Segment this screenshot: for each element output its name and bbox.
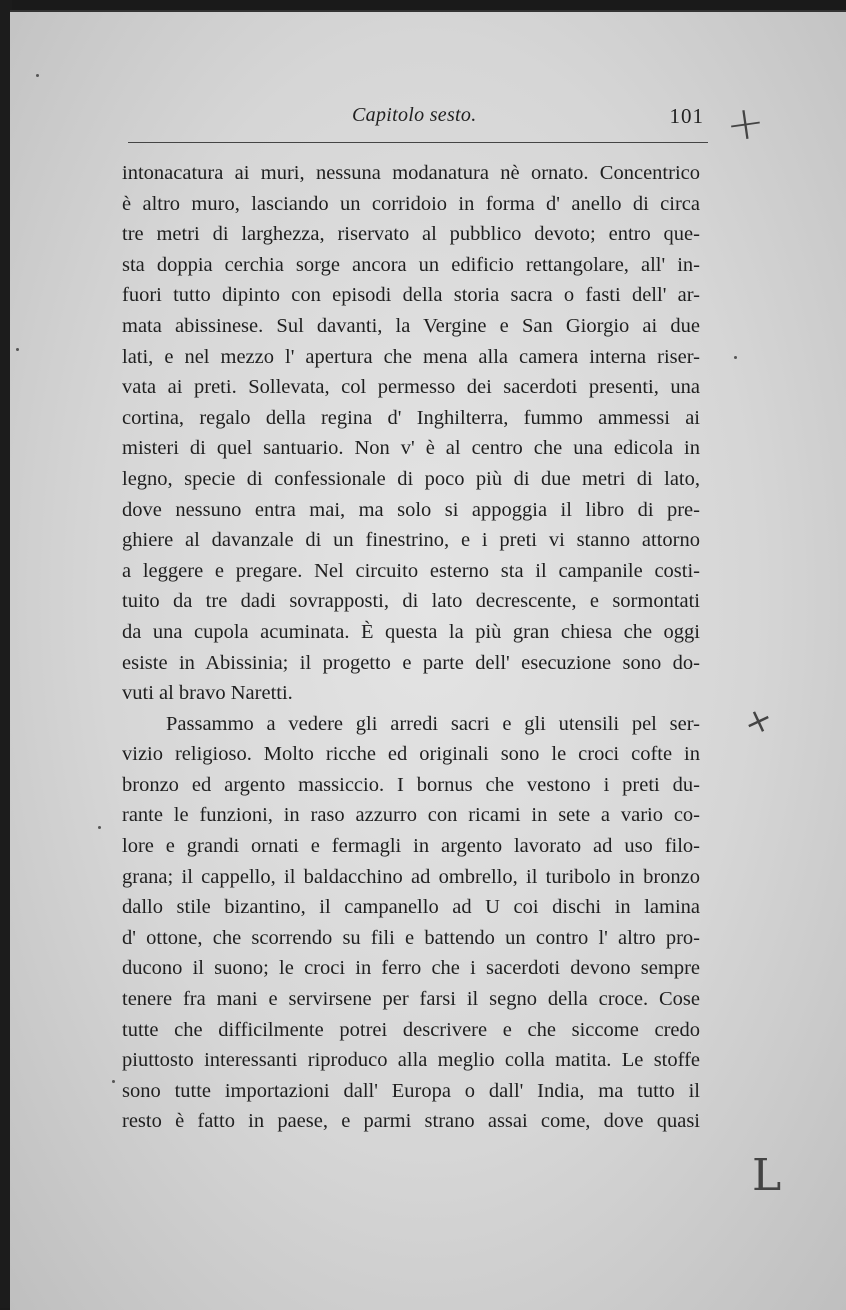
text-line: bronzo ed argento massiccio. I bornus che vestono i preti du- bbox=[122, 773, 700, 796]
speck bbox=[734, 356, 737, 359]
text-line: dove nessuno entra mai, ma solo si appoggia il libro di pre- bbox=[122, 498, 700, 521]
text-line: vuti al bravo Naretti. bbox=[122, 682, 293, 705]
text-line: a leggere e pregare. Nel circuito esterno sta il campanile costi- bbox=[122, 559, 700, 582]
text-line: tre metri di larghezza, riservato al pubblico devoto; entro que- bbox=[122, 223, 700, 246]
text-line: dallo stile bizantino, il campanello ad U coi dischi in lamina bbox=[122, 896, 700, 919]
text-line: da una cupola acuminata. È questa la più gran chiesa che oggi bbox=[122, 620, 700, 643]
speck bbox=[112, 1080, 115, 1083]
chapter-title: Capitolo sesto. bbox=[352, 104, 477, 126]
text-line: ghiere al davanzale di un finestrino, e i preti vi stanno attorno bbox=[122, 529, 700, 552]
text-line: vata ai preti. Sollevata, col permesso dei sacerdoti presenti, una bbox=[122, 376, 700, 399]
text-line: piuttosto interessanti riproduco alla meglio colla matita. Le stoffe bbox=[122, 1049, 700, 1072]
text-line: resto è fatto in paese, e parmi strano assai come, dove quasi bbox=[122, 1110, 700, 1133]
text-line: esiste in Abissinia; il progetto e parte dell' esecuzione sono do- bbox=[122, 651, 700, 674]
margin-x-mark: ⨯ bbox=[740, 700, 777, 743]
running-header bbox=[142, 104, 708, 134]
text-line: tenere fra mani e servirsene per farsi il segno della croce. Cose bbox=[122, 988, 700, 1011]
text-line: vizio religioso. Molto ricche ed originali sono le croci cofte in bbox=[122, 743, 700, 766]
speck bbox=[16, 348, 19, 351]
text-line: intonacatura ai muri, nessuna modanatura nè ornato. Concentrico bbox=[122, 162, 700, 184]
text-line: d' ottone, che scorrendo su fili e battendo un contro l' altro pro- bbox=[122, 926, 700, 949]
speck bbox=[98, 826, 101, 829]
text-line: cortina, regalo della regina d' Inghilterra, fummo ammessi ai bbox=[122, 406, 700, 429]
page-number: 101 bbox=[669, 104, 704, 128]
text-line: Passammo a vedere gli arredi sacri e gli utensili pel ser- bbox=[166, 712, 700, 735]
text-line: lati, e nel mezzo l' apertura che mena alla camera interna riser- bbox=[122, 345, 700, 368]
text-line: legno, specie di confessionale di poco più di due metri di lato, bbox=[122, 467, 700, 490]
margin-cross-mark: + bbox=[722, 93, 769, 153]
text-line: fuori tutto dipinto con episodi della storia sacra o fasti dell' ar- bbox=[122, 284, 700, 307]
text-line: sta doppia cerchia sorge ancora un edificio rettangolare, all' in- bbox=[122, 253, 700, 276]
header-rule bbox=[128, 142, 708, 143]
text-line: mata abissinese. Sul davanti, la Vergine e San Giorgio ai due bbox=[122, 314, 700, 337]
text-line: misteri di quel santuario. Non v' è al centro che una edicola in bbox=[122, 437, 700, 460]
text-line: tutte che difficilmente potrei descrivere e che siccome credo bbox=[122, 1018, 700, 1041]
text-line: grana; il cappello, il baldacchino ad ombrello, il turibolo in bronzo bbox=[122, 865, 700, 888]
text-line: lore e grandi ornati e fermagli in argento lavorato ad uso filo- bbox=[122, 835, 700, 858]
text-line: è altro muro, lasciando un corridoio in forma d' anello di circa bbox=[122, 192, 700, 215]
text-line: tuito da tre dadi sovrapposti, di lato decrescente, e sormontati bbox=[122, 590, 700, 613]
margin-l-mark: L bbox=[752, 1150, 782, 1201]
text-line: rante le funzioni, in raso azzurro con ricami in sete a vario co- bbox=[122, 804, 700, 827]
speck bbox=[36, 74, 39, 77]
text-line: sono tutte importazioni dall' Europa o dall' India, ma tutto il bbox=[122, 1079, 700, 1102]
body-text bbox=[122, 158, 700, 1137]
text-line: ducono il suono; le croci in ferro che i sacerdoti devono sempre bbox=[122, 957, 700, 980]
